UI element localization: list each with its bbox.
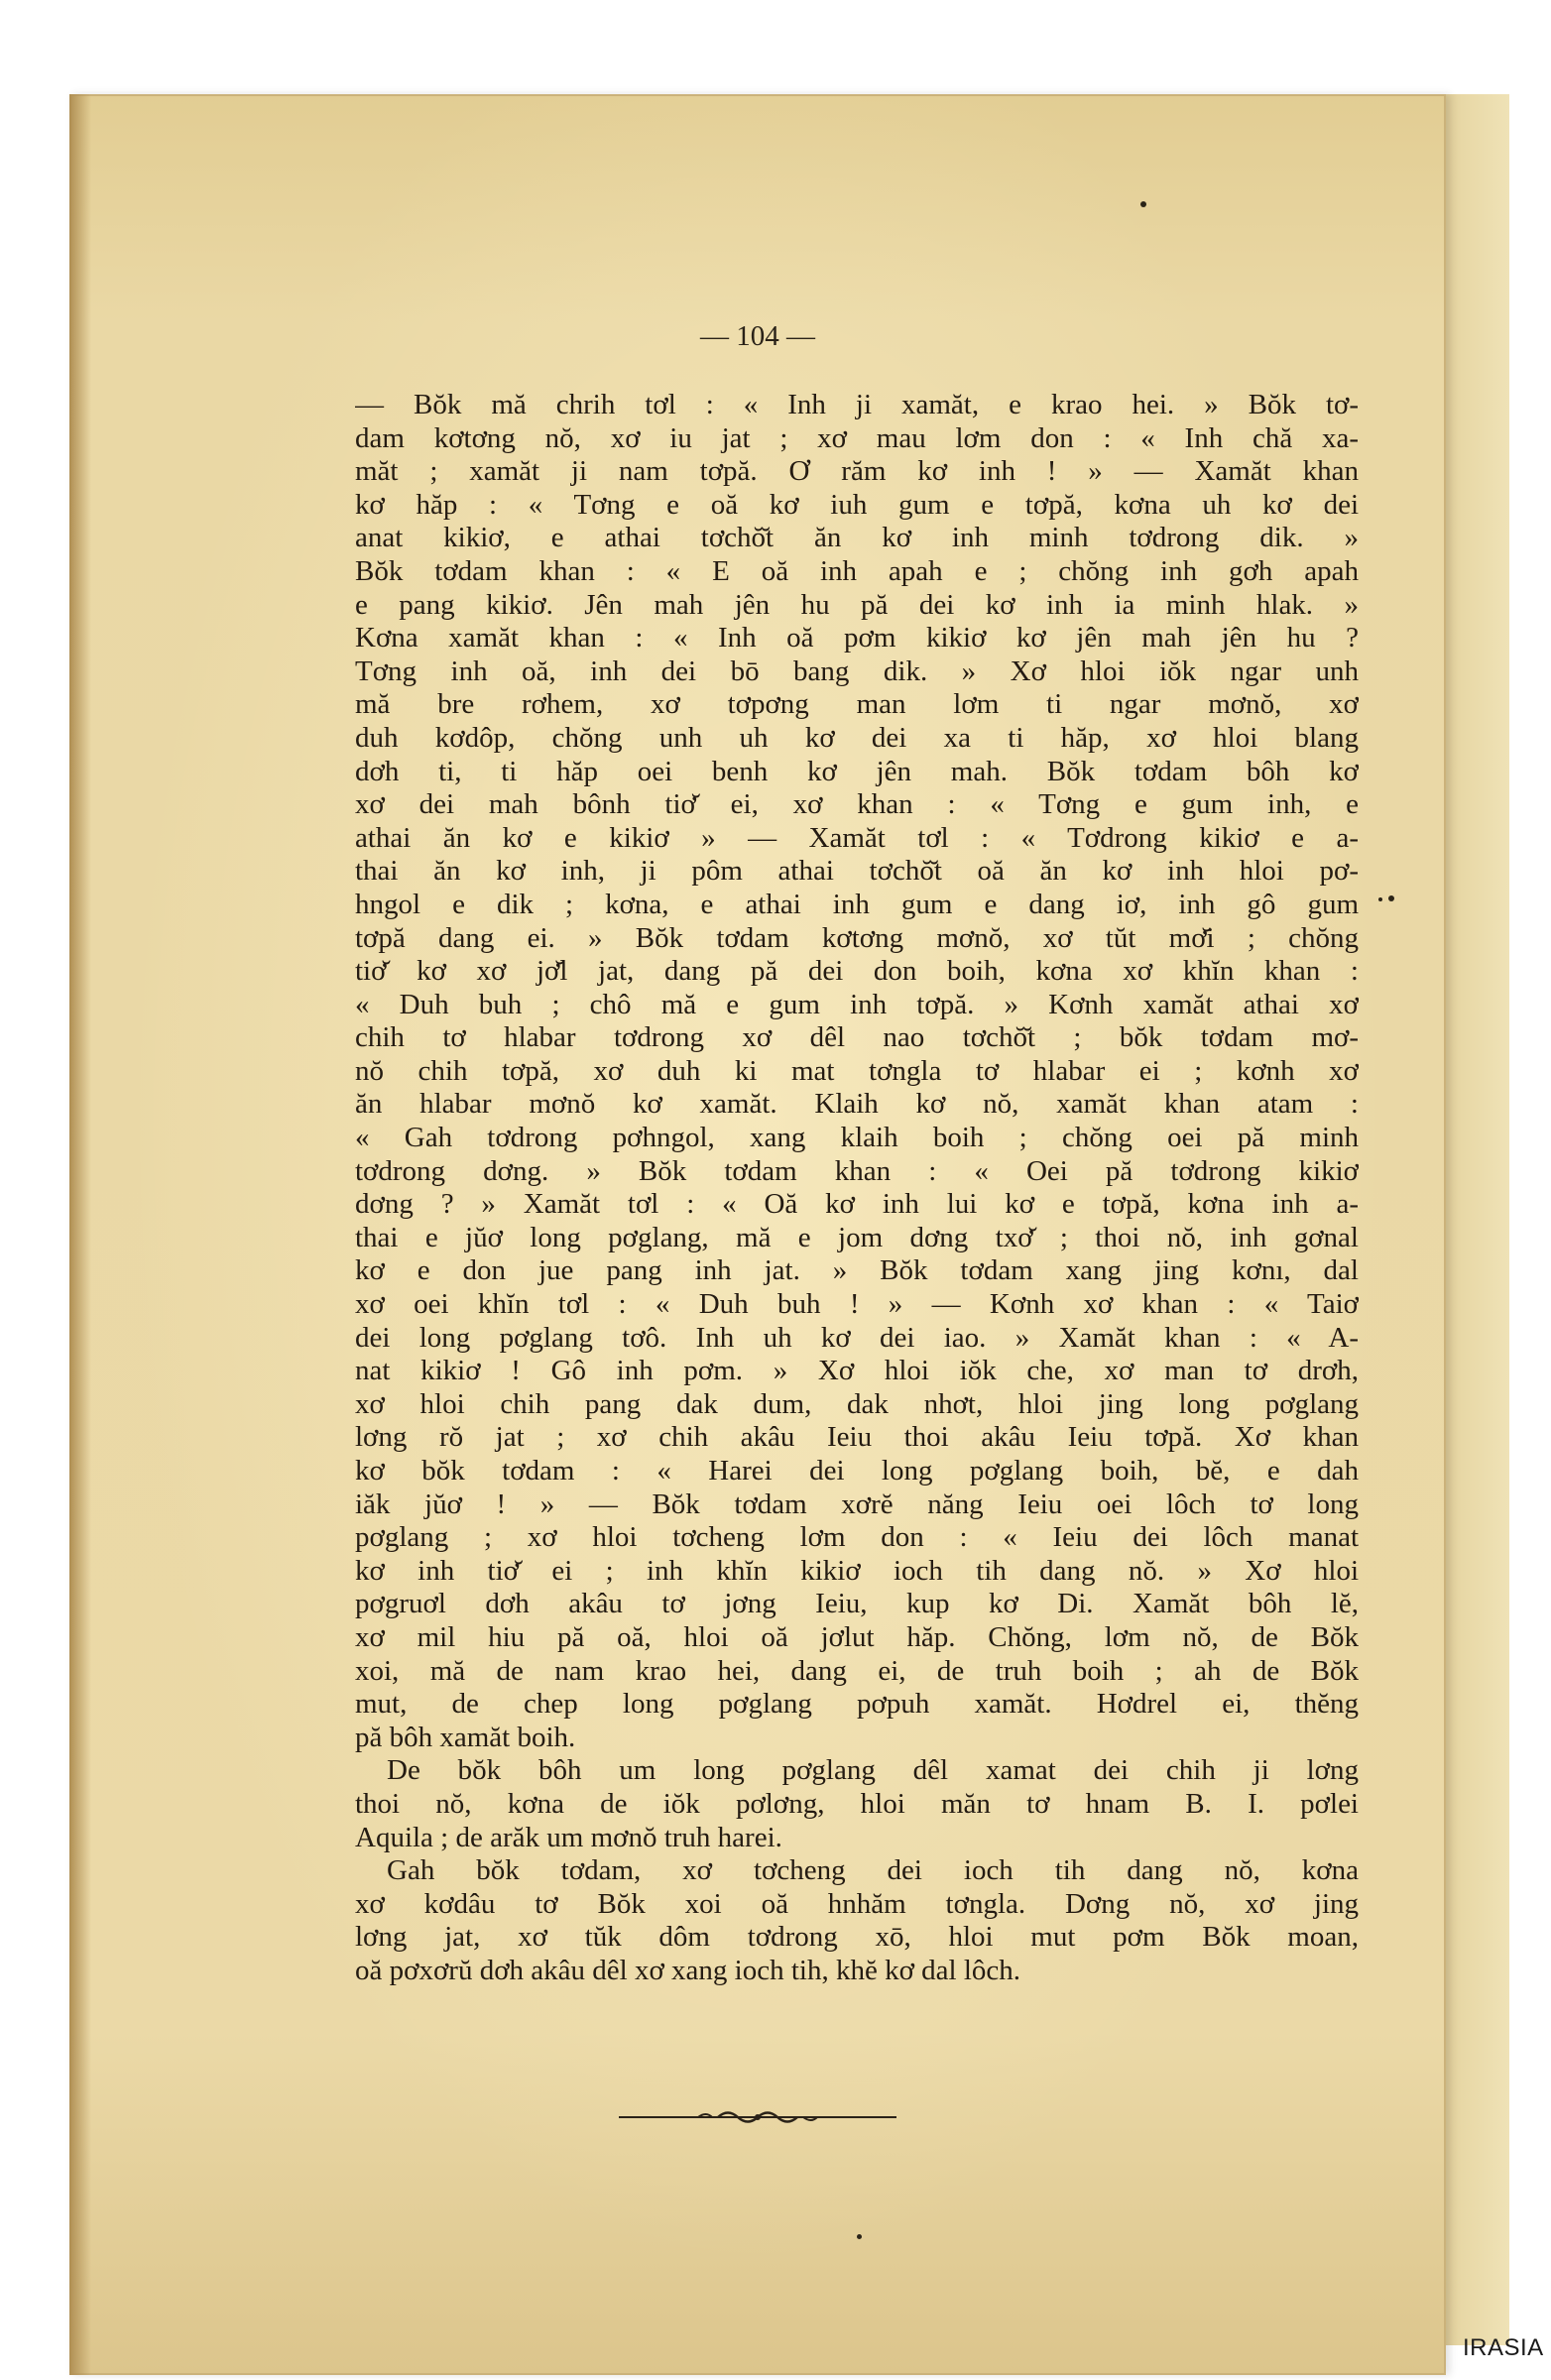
text-line: De bŏk bôh um long pơglang dêl xamat dei chih ji lơng: [387, 1754, 1359, 1787]
text-line: xơ oei khĭn tơl : « Duh buh ! » — Kơnh xơ khan : « Taiơ: [355, 1288, 1359, 1321]
text-line: mă bre rơhem, xơ tơpơng man lơm ti ngar mơnŏ, xơ: [355, 688, 1359, 721]
text-line: Kơna xamăt khan : « Inh oă pơm kikiơ kơ jên mah jên hu ?: [355, 622, 1359, 654]
text-line: pơglang ; xơ hloi tơcheng lơm don : « Ieiu dei lôch manat: [355, 1521, 1359, 1554]
page-number: — 104 —: [700, 320, 815, 352]
text-line: xơ hloi chih pang dak dum, dak nhơt, hloi jing long pơglang: [355, 1387, 1359, 1420]
text-line: kơ bŏk tơdam : « Harei dei long pơglang boih, bĕ, e dah: [355, 1455, 1359, 1487]
text-line: lơng rŏ jat ; xơ chih akâu Ieiu thoi akâu Ieiu tơpă. Xơ khan: [355, 1421, 1359, 1454]
text-line: kơ inh tiơ̆ ei ; inh khĭn kikiơ ioch tih dang nŏ. » Xơ hloi: [355, 1554, 1359, 1587]
text-line: — Bŏk mă chrih tơl : « Inh ji xamăt, e krao hei. » Bŏk tơ-: [355, 389, 1359, 420]
text-line: chih tơ hlabar tơdrong xơ dêl nao tơchŏ̆t ; bŏk tơdam mơ-: [355, 1021, 1359, 1054]
text-line: xơ kơdâu tơ Bŏk xoi oă hnhăm tơngla. Dơng nŏ, xơ jing: [355, 1887, 1359, 1920]
text-line: Bŏk tơdam khan : « E oă inh apah e ; chŏng inh gơh apah: [355, 554, 1359, 587]
ink-speck: [857, 2234, 862, 2239]
ink-speck: [1378, 897, 1382, 901]
text-line: dơng ? » Xamăt tơl : « Oă kơ inh lui kơ e tơpă, kơna inh a-: [355, 1188, 1359, 1221]
text-line: Aquila ; de arăk um mơnŏ truh harei.: [355, 1821, 782, 1853]
text-line: dei long pơglang tơô. Inh uh kơ dei iao. » Xamăt khan : « A-: [355, 1321, 1359, 1354]
text-line: pơgruơl dơh akâu tơ jơng Ieiu, kup kơ Di. Xamăt bôh lĕ,: [355, 1588, 1359, 1620]
text-line: thai e jŭơ long pơglang, mă e jom dơng txơ̆ ; thoi nŏ, inh gơnal: [355, 1221, 1359, 1253]
text-line: athai ăn kơ e kikiơ » — Xamăt tơl : « Tơdrong kikiơ e a-: [355, 821, 1359, 854]
text-line: dam kơtơng nŏ, xơ iu jat ; xơ mau lơm don : « Inh chă xa-: [355, 421, 1359, 454]
text-line: Tơng inh oă, inh dei bō bang dik. » Xơ hloi iŏk ngar unh: [355, 654, 1359, 687]
page-shadow-edge: [69, 94, 91, 2375]
text-line: thai ăn kơ inh, ji pôm athai tơchŏ̆t oă ăn kơ inh hloi pơ-: [355, 855, 1359, 888]
text-line: iăk jŭơ ! » — Bŏk tơdam xơrĕ năng Ieiu oei lôch tơ long: [355, 1488, 1359, 1520]
text-line: xoi, mă de nam krao hei, dang ei, de truh boih ; ah de Bŏk: [355, 1654, 1359, 1687]
text-line: lơng jat, xơ tŭk dôm tơdrong xō, hloi mut pơm Bŏk moan,: [355, 1921, 1359, 1954]
text-line: pă bôh xamăt boih.: [355, 1721, 576, 1753]
text-line: kơ e don jue pang inh jat. » Bŏk tơdam xang jing kơnı, dal: [355, 1254, 1359, 1287]
text-line: tơdrong dơng. » Bŏk tơdam khan : « Oei pă tơdrong kikiơ: [355, 1154, 1359, 1187]
body-text: [355, 389, 1359, 1988]
text-line: nŏ chih tơpă, xơ duh ki mat tơngla tơ hlabar ei ; kơnh xơ: [355, 1054, 1359, 1087]
text-line: oă pơxơrŭ dơh akâu dêl xơ xang ioch tih, khĕ kơ dal lôch.: [355, 1954, 1021, 1986]
text-line: mut, de chep long pơglang pơpuh xamăt. Hơdrel ei, thĕng: [355, 1688, 1359, 1721]
text-line: tơpă dang ei. » Bŏk tơdam kơtơng mơnŏ, xơ tŭt mơ̆i ; chŏng: [355, 921, 1359, 954]
text-line: duh kơdôp, chŏng unh uh kơ dei xa ti hăp, xơ hloi blang: [355, 721, 1359, 754]
text-line: Gah bŏk tơdam, xơ tơcheng dei ioch tih dang nŏ, kơna: [387, 1854, 1359, 1887]
text-line: « Duh buh ; chô mă e gum inh tơpă. » Kơnh xamăt athai xơ: [355, 988, 1359, 1020]
text-line: tiơ̆ kơ xơ jơ̆l jat, dang pă dei don boih, kơna xơ khĭn khan :: [355, 955, 1359, 988]
text-line: xơ dei mah bônh tiơ̆ ei, xơ khan : « Tơng e gum inh, e: [355, 788, 1359, 821]
text-line: thoi nŏ, kơna de iŏk pơlơng, hloi măn tơ hnam B. I. pơlei: [355, 1787, 1359, 1820]
text-line: dơh ti, ti hăp oei benh kơ jên mah. Bŏk tơdam bôh kơ: [355, 755, 1359, 787]
text-line: kơ hăp : « Tơng e oă kơ iuh gum e tơpă, kơna uh kơ dei: [355, 488, 1359, 521]
text-line: « Gah tơdrong pơhngol, xang klaih boih ; chŏng oei pă minh: [355, 1122, 1359, 1154]
ornament-flourish-icon: [619, 2105, 896, 2129]
watermark-label: IRASIA: [1463, 2334, 1544, 2361]
book-page: [69, 94, 1446, 2375]
text-line: anat kikiơ, e athai tơchŏ̆t ăn kơ inh minh tơdrong dik. »: [355, 522, 1359, 554]
ink-speck: [1388, 895, 1394, 901]
text-line: xơ mil hiu pă oă, hloi oă jơlut hăp. Chŏng, lơm nŏ, de Bŏk: [355, 1620, 1359, 1653]
ornament-divider: [69, 2105, 1446, 2133]
text-line: e pang kikiơ. Jên mah jên hu pă dei kơ inh ia minh hlak. »: [355, 588, 1359, 621]
text-line: măt ; xamăt ji nam tơpă. Ơ răm kơ inh ! » — Xamăt khan: [355, 455, 1359, 488]
text-line: nat kikiơ ! Gô inh pơm. » Xơ hloi iŏk che, xơ man tơ drơh,: [355, 1355, 1359, 1387]
text-line: hngol e dik ; kơna, e athai inh gum e dang iơ, inh gô gum: [355, 888, 1359, 920]
ink-speck: [1140, 201, 1146, 207]
text-line: ăn hlabar mơnŏ kơ xamăt. Klaih kơ nŏ, xamăt khan atam :: [355, 1088, 1359, 1121]
